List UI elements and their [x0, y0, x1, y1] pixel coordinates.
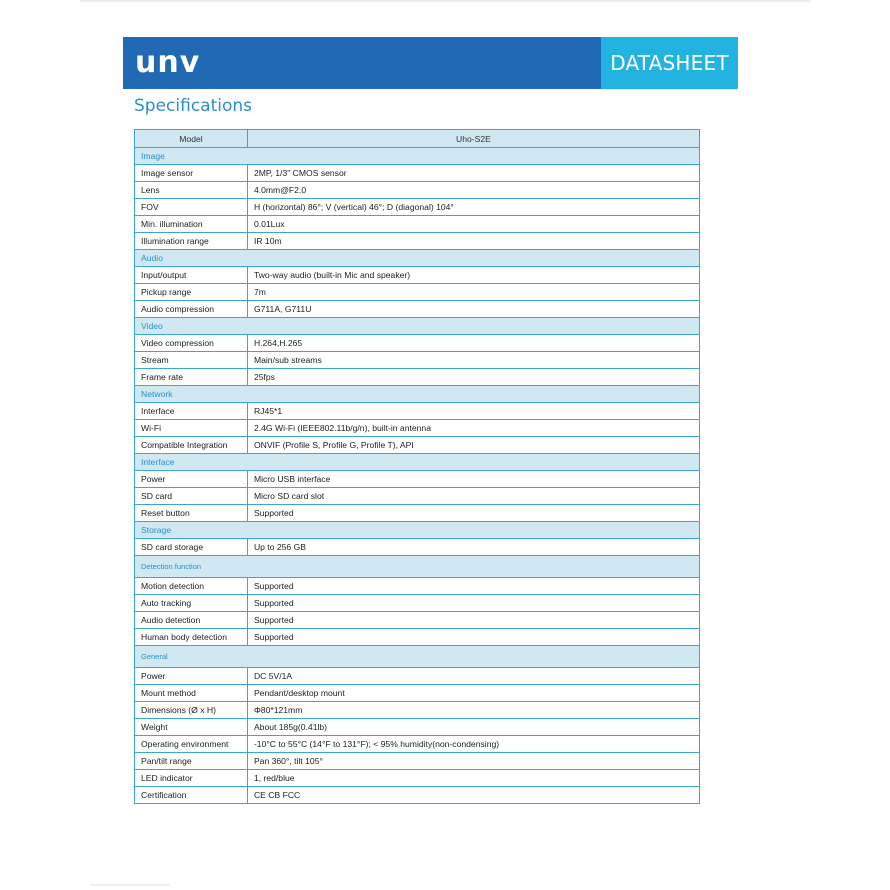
specifications-table [134, 129, 700, 804]
table-row [135, 284, 700, 301]
spec-label: Audio compression [135, 301, 248, 318]
spec-label: Wi-Fi [135, 420, 248, 437]
table-row [135, 539, 700, 556]
group-title: Interface [135, 454, 700, 471]
table-row [135, 182, 700, 199]
spec-label: SD card [135, 488, 248, 505]
group-row [135, 148, 700, 165]
group-title: General [135, 646, 700, 668]
spec-label: Dimensions (Ø x H) [135, 702, 248, 719]
spec-label: Min. illumination [135, 216, 248, 233]
table-row [135, 595, 700, 612]
spec-label: Weight [135, 719, 248, 736]
table-row [135, 578, 700, 595]
table-row [135, 702, 700, 719]
group-title: Image [135, 148, 700, 165]
table-row [135, 787, 700, 804]
spec-value: About 185g(0.41lb) [247, 719, 699, 736]
table-row [135, 505, 700, 522]
group-title: Storage [135, 522, 700, 539]
spec-value: Main/sub streams [247, 352, 699, 369]
datasheet-header-band [123, 37, 738, 89]
spec-label: Illumination range [135, 233, 248, 250]
spec-label: LED indicator [135, 770, 248, 787]
table-row [135, 736, 700, 753]
spec-value: -10°C to 55°C (14°F to 131°F); < 95% humidity(non-condensing) [247, 736, 699, 753]
spec-value: IR 10m [247, 233, 699, 250]
spec-value: 25fps [247, 369, 699, 386]
spec-label: Video compression [135, 335, 248, 352]
table-row [135, 301, 700, 318]
spec-label: Reset button [135, 505, 248, 522]
spec-value: 7m [247, 284, 699, 301]
table-row [135, 488, 700, 505]
group-row [135, 318, 700, 335]
spec-value: Two-way audio (built-in Mic and speaker) [247, 267, 699, 284]
unv-logo [135, 43, 200, 83]
spec-label: Auto tracking [135, 595, 248, 612]
table-row [135, 629, 700, 646]
group-title: Audio [135, 250, 700, 267]
table-row [135, 420, 700, 437]
table-row [135, 216, 700, 233]
spec-value: 2MP, 1/3" CMOS sensor [247, 165, 699, 182]
spec-value: Supported [247, 505, 699, 522]
table-row [135, 233, 700, 250]
spec-value: Up to 256 GB [247, 539, 699, 556]
table-row [135, 668, 700, 685]
bottom-mark [90, 884, 170, 886]
table-row [135, 199, 700, 216]
table-row [135, 437, 700, 454]
spec-label: FOV [135, 199, 248, 216]
table-row [135, 770, 700, 787]
spec-label: Interface [135, 403, 248, 420]
spec-label: Frame rate [135, 369, 248, 386]
spec-value: Pan 360°, tilt 105° [247, 753, 699, 770]
table-row [135, 685, 700, 702]
group-row [135, 454, 700, 471]
spec-value: Φ80*121mm [247, 702, 699, 719]
model-label: Model [135, 130, 248, 148]
spec-label: Motion detection [135, 578, 248, 595]
table-row [135, 267, 700, 284]
logo-text: unv [135, 45, 201, 80]
table-row [135, 719, 700, 736]
table-row [135, 753, 700, 770]
spec-label: Compatible Integration [135, 437, 248, 454]
section-title: Specifications [134, 96, 253, 116]
table-row [135, 403, 700, 420]
table-header-row [135, 130, 700, 148]
spec-label: Pan/tilt range [135, 753, 248, 770]
spec-value: H (horizontal) 86°; V (vertical) 46°; D (diagonal) 104° [247, 199, 699, 216]
spec-value: 1, red/blue [247, 770, 699, 787]
group-row [135, 522, 700, 539]
spec-label: Operating environment [135, 736, 248, 753]
datasheet-label: DATASHEET [610, 51, 729, 75]
spec-value: G711A, G711U [247, 301, 699, 318]
spec-value: CE CB FCC [247, 787, 699, 804]
spec-label: Stream [135, 352, 248, 369]
spec-value: 2.4G Wi-Fi (IEEE802.11b/g/n), built-in antenna [247, 420, 699, 437]
spec-value: Supported [247, 612, 699, 629]
spec-value: Micro USB interface [247, 471, 699, 488]
group-row [135, 556, 700, 578]
table-row [135, 352, 700, 369]
spec-label: Power [135, 471, 248, 488]
spec-value: Micro SD card slot [247, 488, 699, 505]
spec-label: Input/output [135, 267, 248, 284]
table-row [135, 335, 700, 352]
model-value: Uho-S2E [247, 130, 699, 148]
spec-label: Image sensor [135, 165, 248, 182]
spec-value: Supported [247, 578, 699, 595]
spec-value: Supported [247, 629, 699, 646]
table-row [135, 471, 700, 488]
group-row [135, 646, 700, 668]
spec-label: Certification [135, 787, 248, 804]
spec-value: 4.0mm@F2.0 [247, 182, 699, 199]
table-row [135, 165, 700, 182]
spec-label: Lens [135, 182, 248, 199]
spec-value: 0.01Lux [247, 216, 699, 233]
spec-label: Human body detection [135, 629, 248, 646]
spec-value: Supported [247, 595, 699, 612]
spec-label: Power [135, 668, 248, 685]
spec-value: RJ45*1 [247, 403, 699, 420]
group-title: Video [135, 318, 700, 335]
group-title: Detection function [135, 556, 700, 578]
spec-value: Pendant/desktop mount [247, 685, 699, 702]
table-row [135, 612, 700, 629]
spec-value: DC 5V/1A [247, 668, 699, 685]
group-row [135, 386, 700, 403]
spec-label: Mount method [135, 685, 248, 702]
spec-value: H.264,H.265 [247, 335, 699, 352]
table-row [135, 369, 700, 386]
group-row [135, 250, 700, 267]
spec-label: Audio detection [135, 612, 248, 629]
spec-value: ONVIF (Profile S, Profile G, Profile T), API [247, 437, 699, 454]
spec-label: SD card storage [135, 539, 248, 556]
spec-label: Pickup range [135, 284, 248, 301]
group-title: Network [135, 386, 700, 403]
datasheet-label-box [601, 37, 738, 89]
top-divider [80, 0, 810, 2]
